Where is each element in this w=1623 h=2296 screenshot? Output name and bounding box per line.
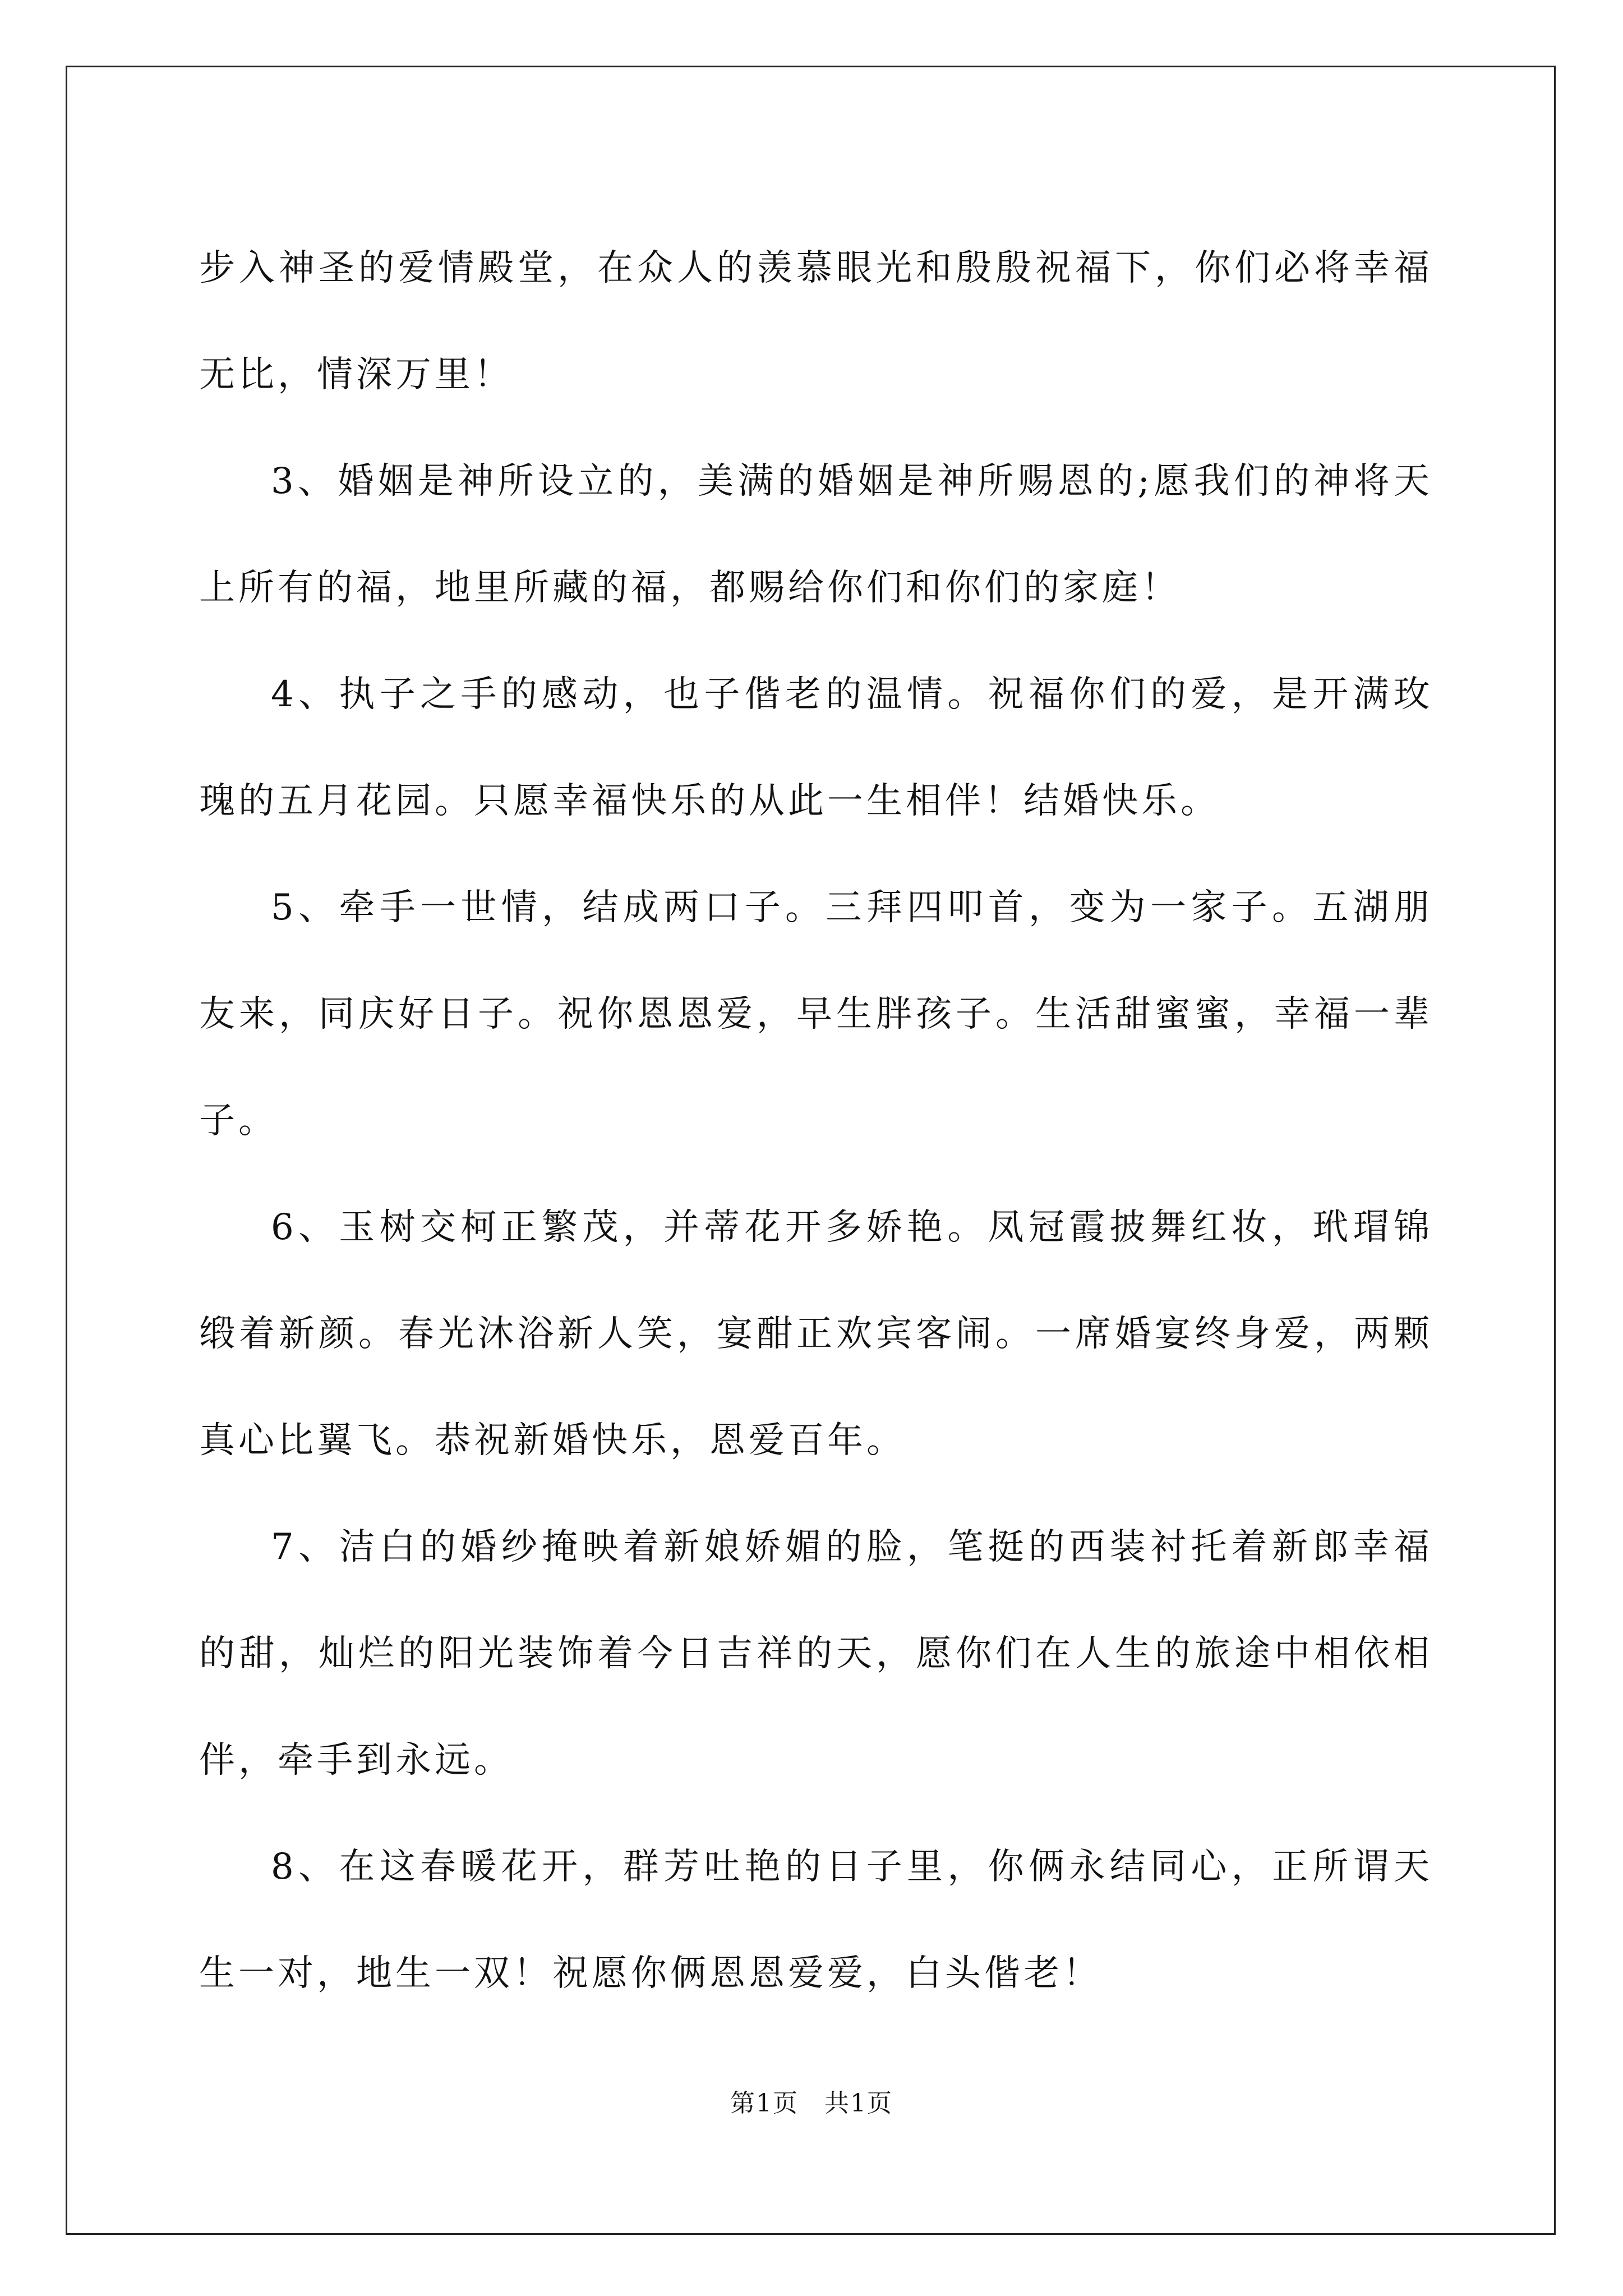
- paragraph-item-7: 7、洁白的婚纱掩映着新娘娇媚的脸，笔挺的西装衬托着新郎幸福的甜，灿烂的阳光装饰着今日吉祥的天，愿你们在人生的旅途中相依相伴，牵手到永远。: [199, 1526, 1433, 1781]
- document-body: [199, 215, 1433, 2027]
- paragraph-item-5: 5、牵手一世情，结成两口子。三拜四叩首，变为一家子。五湖朋友来，同庆好日子。祝你恩恩爱，早生胖孩子。生活甜蜜蜜，幸福一辈子。: [199, 887, 1433, 1142]
- paragraph-item-6: 6、玉树交柯正繁茂，并蒂花开多娇艳。凤冠霞披舞红妆，玳瑁锦缎着新颜。春光沐浴新人笑，宴酣正欢宾客闹。一席婚宴终身爱，两颗真心比翼飞。恭祝新婚快乐，恩爱百年。: [199, 1207, 1433, 1461]
- paragraph-item-4: 4、执子之手的感动，也子偕老的温情。祝福你们的爱，是开满玫瑰的五月花园。只愿幸福快乐的从此一生相伴！结婚快乐。: [199, 674, 1433, 822]
- paragraph-item-3: 3、婚姻是神所设立的，美满的婚姻是神所赐恩的;愿我们的神将天上所有的福，地里所藏的福，都赐给你们和你们的家庭！: [199, 461, 1433, 609]
- paragraph-continuation: 步入神圣的爱情殿堂，在众人的羡慕眼光和殷殷祝福下，你们必将幸福无比，情深万里！: [199, 247, 1433, 395]
- page-footer: 第1页 共1页: [730, 2089, 893, 2118]
- paragraph-item-8: 8、在这春暖花开，群芳吐艳的日子里，你俩永结同心，正所谓天生一对，地生一双！祝愿你俩恩恩爱爱，白头偕老！: [199, 1846, 1433, 1994]
